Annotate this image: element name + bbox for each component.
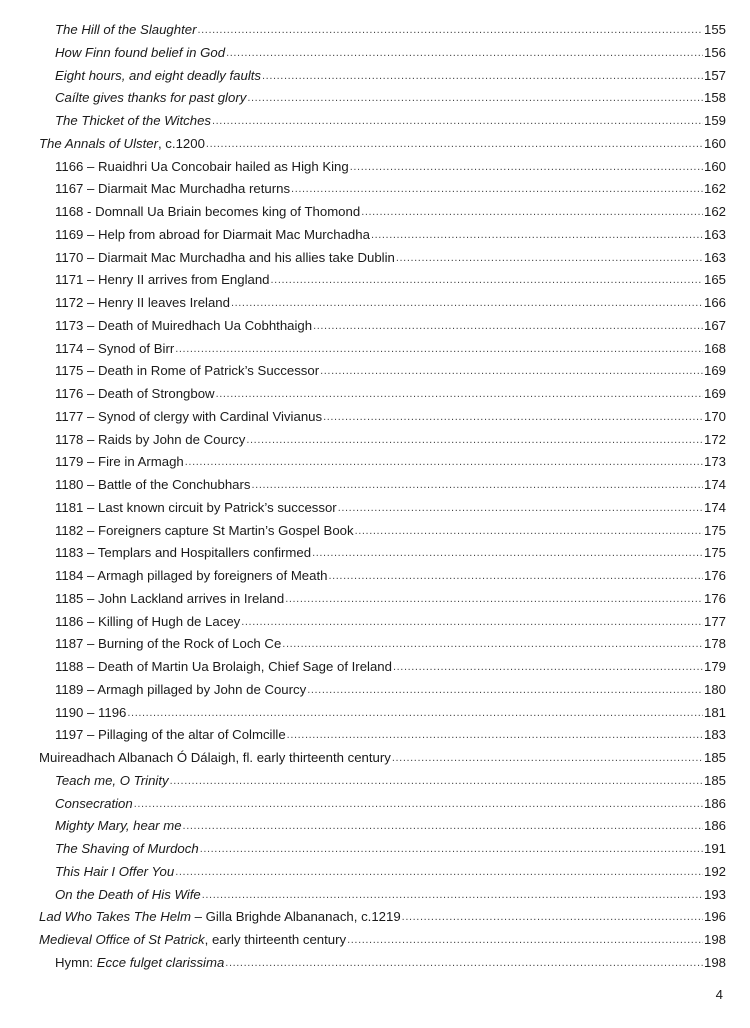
toc-entry-page: 177 — [703, 613, 726, 629]
toc-entry — [39, 178, 726, 201]
toc-entry-page: 162 — [703, 181, 726, 197]
dot-leader — [282, 633, 703, 656]
toc-entry-page: 160 — [703, 135, 726, 151]
toc-entry-title-part: The Annals of Ulster — [39, 135, 158, 151]
toc-entry-page: 155 — [703, 22, 726, 37]
toc-entry — [39, 224, 726, 247]
toc-entry-title-part: 1166 – Ruaidhri Ua Concobair hailed as High King — [55, 158, 349, 174]
toc-entry-title-part: 1184 – Armagh pillaged by foreigners of Meath — [55, 568, 328, 583]
toc-entry-title — [55, 474, 251, 497]
toc-entry — [39, 702, 726, 725]
toc-entry-title-part: 1189 – Armagh pillaged by John de Courcy — [55, 681, 307, 697]
dot-leader — [183, 815, 703, 838]
toc-entry — [39, 201, 726, 224]
toc-entry-title-part: Medieval Office of St Patrick — [39, 932, 205, 947]
toc-entry-title-part: 1173 – Death of Muiredhach Ua Cobhthaigh — [55, 317, 313, 333]
toc-entry-title — [39, 133, 205, 156]
dot-leader — [350, 156, 703, 179]
toc-entry — [39, 110, 726, 133]
toc-entry-title-part: – Gilla Brighde Albananach, c.1219 — [190, 909, 401, 925]
toc-entry — [39, 520, 726, 543]
toc-entry-page: 157 — [703, 67, 726, 83]
dot-leader — [285, 588, 703, 611]
dot-leader — [402, 906, 703, 929]
toc-entry-title-part: Consecration — [55, 795, 133, 811]
toc-entry-title — [55, 269, 270, 292]
toc-entry-page: 170 — [703, 408, 726, 424]
toc-entry-title — [55, 65, 261, 88]
toc-entry-title-part: 1176 – Death of Strongbow — [55, 386, 215, 401]
toc-entry-page: 163 — [703, 249, 726, 265]
dot-leader — [246, 429, 703, 452]
toc-entry-title — [55, 360, 319, 383]
toc-entry-title-part: The Thicket of the Witches — [55, 113, 211, 128]
toc-entry — [39, 884, 726, 907]
toc-entry-page: 193 — [703, 886, 726, 902]
toc-entry-title-part: Hymn: — [55, 954, 97, 970]
toc-entry — [39, 406, 726, 429]
toc-entry-page: 156 — [703, 44, 726, 60]
toc-entry-title-part: 1180 – Battle of the Conchubhars — [55, 477, 251, 492]
dot-leader — [134, 793, 703, 816]
toc-entry-page: 181 — [703, 704, 726, 720]
toc-entry — [39, 656, 726, 679]
dot-leader — [312, 542, 703, 565]
dot-leader — [206, 133, 703, 156]
toc-entry-title-part: Eight hours, and eight deadly faults — [55, 67, 262, 83]
toc-entry-page: 198 — [703, 954, 726, 970]
toc-entry-title — [55, 611, 240, 634]
toc-entry-title-part: 1185 – John Lackland arrives in Ireland — [55, 590, 285, 606]
toc-entry-page: 163 — [703, 226, 726, 242]
dot-leader — [323, 406, 703, 429]
toc-entry — [39, 497, 726, 520]
toc-entry — [39, 360, 726, 383]
toc-entry-title — [55, 656, 392, 679]
toc-entry — [39, 42, 726, 65]
toc-entry — [39, 815, 726, 838]
toc-entry-page: 160 — [703, 158, 726, 174]
toc-entry-title — [55, 42, 225, 65]
toc-entry-page: 173 — [703, 454, 726, 470]
dot-leader — [371, 224, 703, 247]
toc-entry-title — [39, 929, 346, 952]
toc-entry-page: 185 — [703, 772, 726, 788]
dot-leader — [271, 269, 703, 292]
table-of-contents — [39, 19, 726, 975]
toc-entry — [39, 952, 726, 975]
toc-entry-page: 183 — [703, 727, 726, 743]
toc-entry — [39, 588, 726, 611]
toc-entry-title-part: 1186 – Killing of Hugh de Lacey — [55, 613, 241, 629]
dot-leader — [225, 952, 703, 975]
toc-entry-page: 174 — [703, 477, 726, 492]
toc-entry-page: 198 — [703, 932, 726, 947]
toc-entry — [39, 474, 726, 497]
toc-entry-page: 167 — [703, 317, 726, 333]
toc-entry-page: 186 — [703, 818, 726, 834]
dot-leader — [252, 474, 703, 497]
toc-entry-title-part: 1187 – Burning of the Rock of Loch Ce — [55, 636, 282, 652]
toc-entry — [39, 247, 726, 270]
toc-entry-title — [55, 520, 354, 543]
toc-entry-title-part: 1178 – Raids by John de Courcy — [55, 431, 246, 447]
toc-entry-title — [55, 884, 201, 907]
toc-entry — [39, 861, 726, 884]
toc-entry-page: 169 — [703, 363, 726, 379]
toc-entry — [39, 679, 726, 702]
toc-entry — [39, 429, 726, 452]
toc-entry — [39, 292, 726, 315]
toc-entry-title — [55, 178, 290, 201]
toc-entry-page: 168 — [703, 340, 726, 356]
toc-entry — [39, 133, 726, 156]
page-number: 4 — [715, 987, 723, 1002]
dot-leader — [392, 747, 703, 770]
toc-entry-title — [55, 838, 199, 861]
toc-entry-title-part: 1175 – Death in Rome of Patrick’s Successor — [55, 363, 320, 379]
dot-leader — [231, 292, 703, 315]
toc-entry-title-part: Ecce fulget clarissima — [96, 954, 225, 970]
toc-entry — [39, 338, 726, 361]
toc-entry-page: 179 — [703, 659, 726, 674]
toc-entry-title-part: 1169 – Help from abroad for Diarmait Mac Murchadha — [55, 226, 370, 242]
toc-entry-title-part: 1179 – Fire in Armagh — [55, 454, 184, 470]
toc-entry-title — [39, 906, 401, 929]
toc-entry-title — [55, 201, 360, 224]
toc-entry-page: 176 — [703, 568, 726, 583]
toc-entry — [39, 747, 726, 770]
toc-entry — [39, 383, 726, 406]
toc-entry-page: 178 — [703, 636, 726, 652]
toc-entry-title — [55, 679, 306, 702]
toc-entry-title — [55, 338, 174, 361]
toc-entry-page: 180 — [703, 681, 726, 697]
dot-leader — [320, 360, 703, 383]
dot-leader — [313, 315, 703, 338]
toc-entry-page: 176 — [703, 590, 726, 606]
toc-entry-title-part: Caílte gives thanks for past glory — [55, 90, 247, 106]
toc-entry — [39, 793, 726, 816]
dot-leader — [200, 838, 703, 861]
toc-entry-page: 169 — [703, 386, 726, 401]
dot-leader — [347, 929, 703, 952]
toc-entry-page: 162 — [703, 204, 726, 219]
toc-entry-title — [55, 110, 211, 133]
toc-entry-title — [55, 19, 196, 42]
toc-entry-page: 175 — [703, 545, 726, 561]
toc-entry-title — [55, 429, 245, 452]
toc-entry-title — [55, 770, 169, 793]
toc-entry-page: 175 — [703, 522, 726, 538]
dot-leader — [127, 702, 703, 725]
toc-entry-title — [55, 247, 395, 270]
dot-leader — [393, 656, 703, 679]
toc-entry-title — [55, 87, 246, 110]
toc-entry-title — [55, 156, 349, 179]
toc-entry-title-part: Muireadhach Albanach Ó Dálaigh, fl. early thirteenth century — [39, 750, 391, 765]
toc-entry-title-part: 1171 – Henry II arrives from England — [55, 272, 270, 288]
toc-entry-page: 196 — [703, 909, 726, 925]
toc-entry-title — [55, 383, 215, 406]
toc-entry-title — [55, 702, 126, 725]
toc-entry — [39, 906, 726, 929]
dot-leader — [202, 884, 703, 907]
toc-entry-title — [55, 952, 224, 975]
toc-entry-title-part: 1174 – Synod of Birr — [55, 340, 175, 356]
toc-entry-title — [55, 565, 327, 588]
toc-entry-title — [55, 497, 337, 520]
toc-entry-title-part: This Hair I Offer You — [55, 863, 175, 879]
toc-entry-title-part: The Hill of the Slaughter — [55, 22, 197, 37]
toc-entry-page: 158 — [703, 90, 726, 106]
dot-leader — [328, 565, 703, 588]
toc-entry — [39, 724, 726, 747]
dot-leader — [287, 724, 703, 747]
toc-entry-title-part: How Finn found belief in God — [55, 44, 226, 60]
toc-entry-page: 191 — [703, 841, 726, 856]
toc-entry-page: 172 — [703, 431, 726, 447]
toc-entry-page: 165 — [703, 272, 726, 288]
toc-entry-title — [55, 633, 281, 656]
dot-leader — [262, 65, 703, 88]
dot-leader — [170, 770, 703, 793]
dot-leader — [185, 451, 703, 474]
toc-entry-title — [55, 588, 284, 611]
dot-leader — [241, 611, 703, 634]
dot-leader — [216, 383, 703, 406]
toc-entry-title — [55, 292, 230, 315]
dot-leader — [291, 178, 703, 201]
toc-entry-title — [55, 724, 286, 747]
toc-entry-page: 185 — [703, 750, 726, 765]
toc-entry-title — [55, 224, 370, 247]
toc-entry-title-part: 1167 – Diarmait Mac Murchadha returns — [55, 181, 291, 197]
toc-entry — [39, 19, 726, 42]
toc-entry-page: 186 — [703, 795, 726, 811]
dot-leader — [307, 679, 703, 702]
toc-entry — [39, 451, 726, 474]
toc-entry — [39, 633, 726, 656]
toc-entry — [39, 611, 726, 634]
dot-leader — [361, 201, 703, 224]
toc-entry-title-part: 1197 – Pillaging of the altar of Colmcille — [55, 727, 286, 743]
toc-entry-title-part: , early thirteenth century — [204, 932, 347, 947]
dot-leader — [175, 338, 703, 361]
toc-entry — [39, 315, 726, 338]
toc-entry — [39, 565, 726, 588]
toc-entry-title — [55, 861, 174, 884]
toc-entry-title — [55, 406, 322, 429]
toc-entry-title-part: 1181 – Last known circuit by Patrick’s successor — [55, 499, 337, 515]
toc-entry-title-part: 1170 – Diarmait Mac Murchadha and his allies take Dublin — [55, 249, 395, 265]
toc-entry-title — [39, 747, 391, 770]
toc-entry-title-part: The Shaving of Murdoch — [55, 841, 199, 856]
dot-leader — [338, 497, 703, 520]
toc-entry-title — [55, 451, 184, 474]
toc-entry-title-part: 1172 – Henry II leaves Ireland — [55, 295, 230, 310]
toc-entry-page: 192 — [703, 863, 726, 879]
toc-entry-title-part: 1182 – Foreigners capture St Martin’s Gospel Book — [55, 522, 354, 538]
toc-entry-page: 159 — [703, 113, 726, 128]
toc-entry-page: 166 — [703, 295, 726, 310]
dot-leader — [226, 42, 703, 65]
dot-leader — [355, 520, 703, 543]
toc-entry-title-part: Mighty Mary, hear me — [55, 818, 182, 834]
toc-entry-title — [55, 542, 311, 565]
dot-leader — [247, 87, 703, 110]
toc-entry-title-part: Lad Who Takes The Helm — [39, 909, 191, 925]
toc-entry-title-part: 1190 – 1196 — [55, 704, 127, 720]
toc-entry-title-part: On the Death of His Wife — [55, 886, 201, 902]
toc-entry — [39, 65, 726, 88]
toc-entry — [39, 87, 726, 110]
toc-entry-title-part: 1183 – Templars and Hospitallers confirmed — [55, 545, 312, 561]
toc-entry — [39, 838, 726, 861]
toc-entry-page: 174 — [703, 499, 726, 515]
toc-entry-title-part: 1168 - Domnall Ua Briain becomes king of Thomond — [55, 204, 361, 219]
toc-entry-title-part: Teach me, O Trinity — [55, 772, 169, 788]
toc-entry-title-part: 1188 – Death of Martin Ua Brolaigh, Chief Sage of Ireland — [55, 659, 392, 674]
toc-entry — [39, 929, 726, 952]
toc-entry-title-part: , c.1200 — [157, 135, 205, 151]
toc-entry-title — [55, 315, 312, 338]
dot-leader — [212, 110, 703, 133]
toc-entry — [39, 542, 726, 565]
dot-leader — [175, 861, 703, 884]
dot-leader — [197, 19, 703, 42]
toc-entry-title-part: 1177 – Synod of clergy with Cardinal Vivianus — [55, 408, 323, 424]
toc-entry-title — [55, 815, 182, 838]
toc-entry-title — [55, 793, 133, 816]
toc-entry — [39, 269, 726, 292]
toc-entry — [39, 156, 726, 179]
toc-entry — [39, 770, 726, 793]
dot-leader — [396, 247, 703, 270]
